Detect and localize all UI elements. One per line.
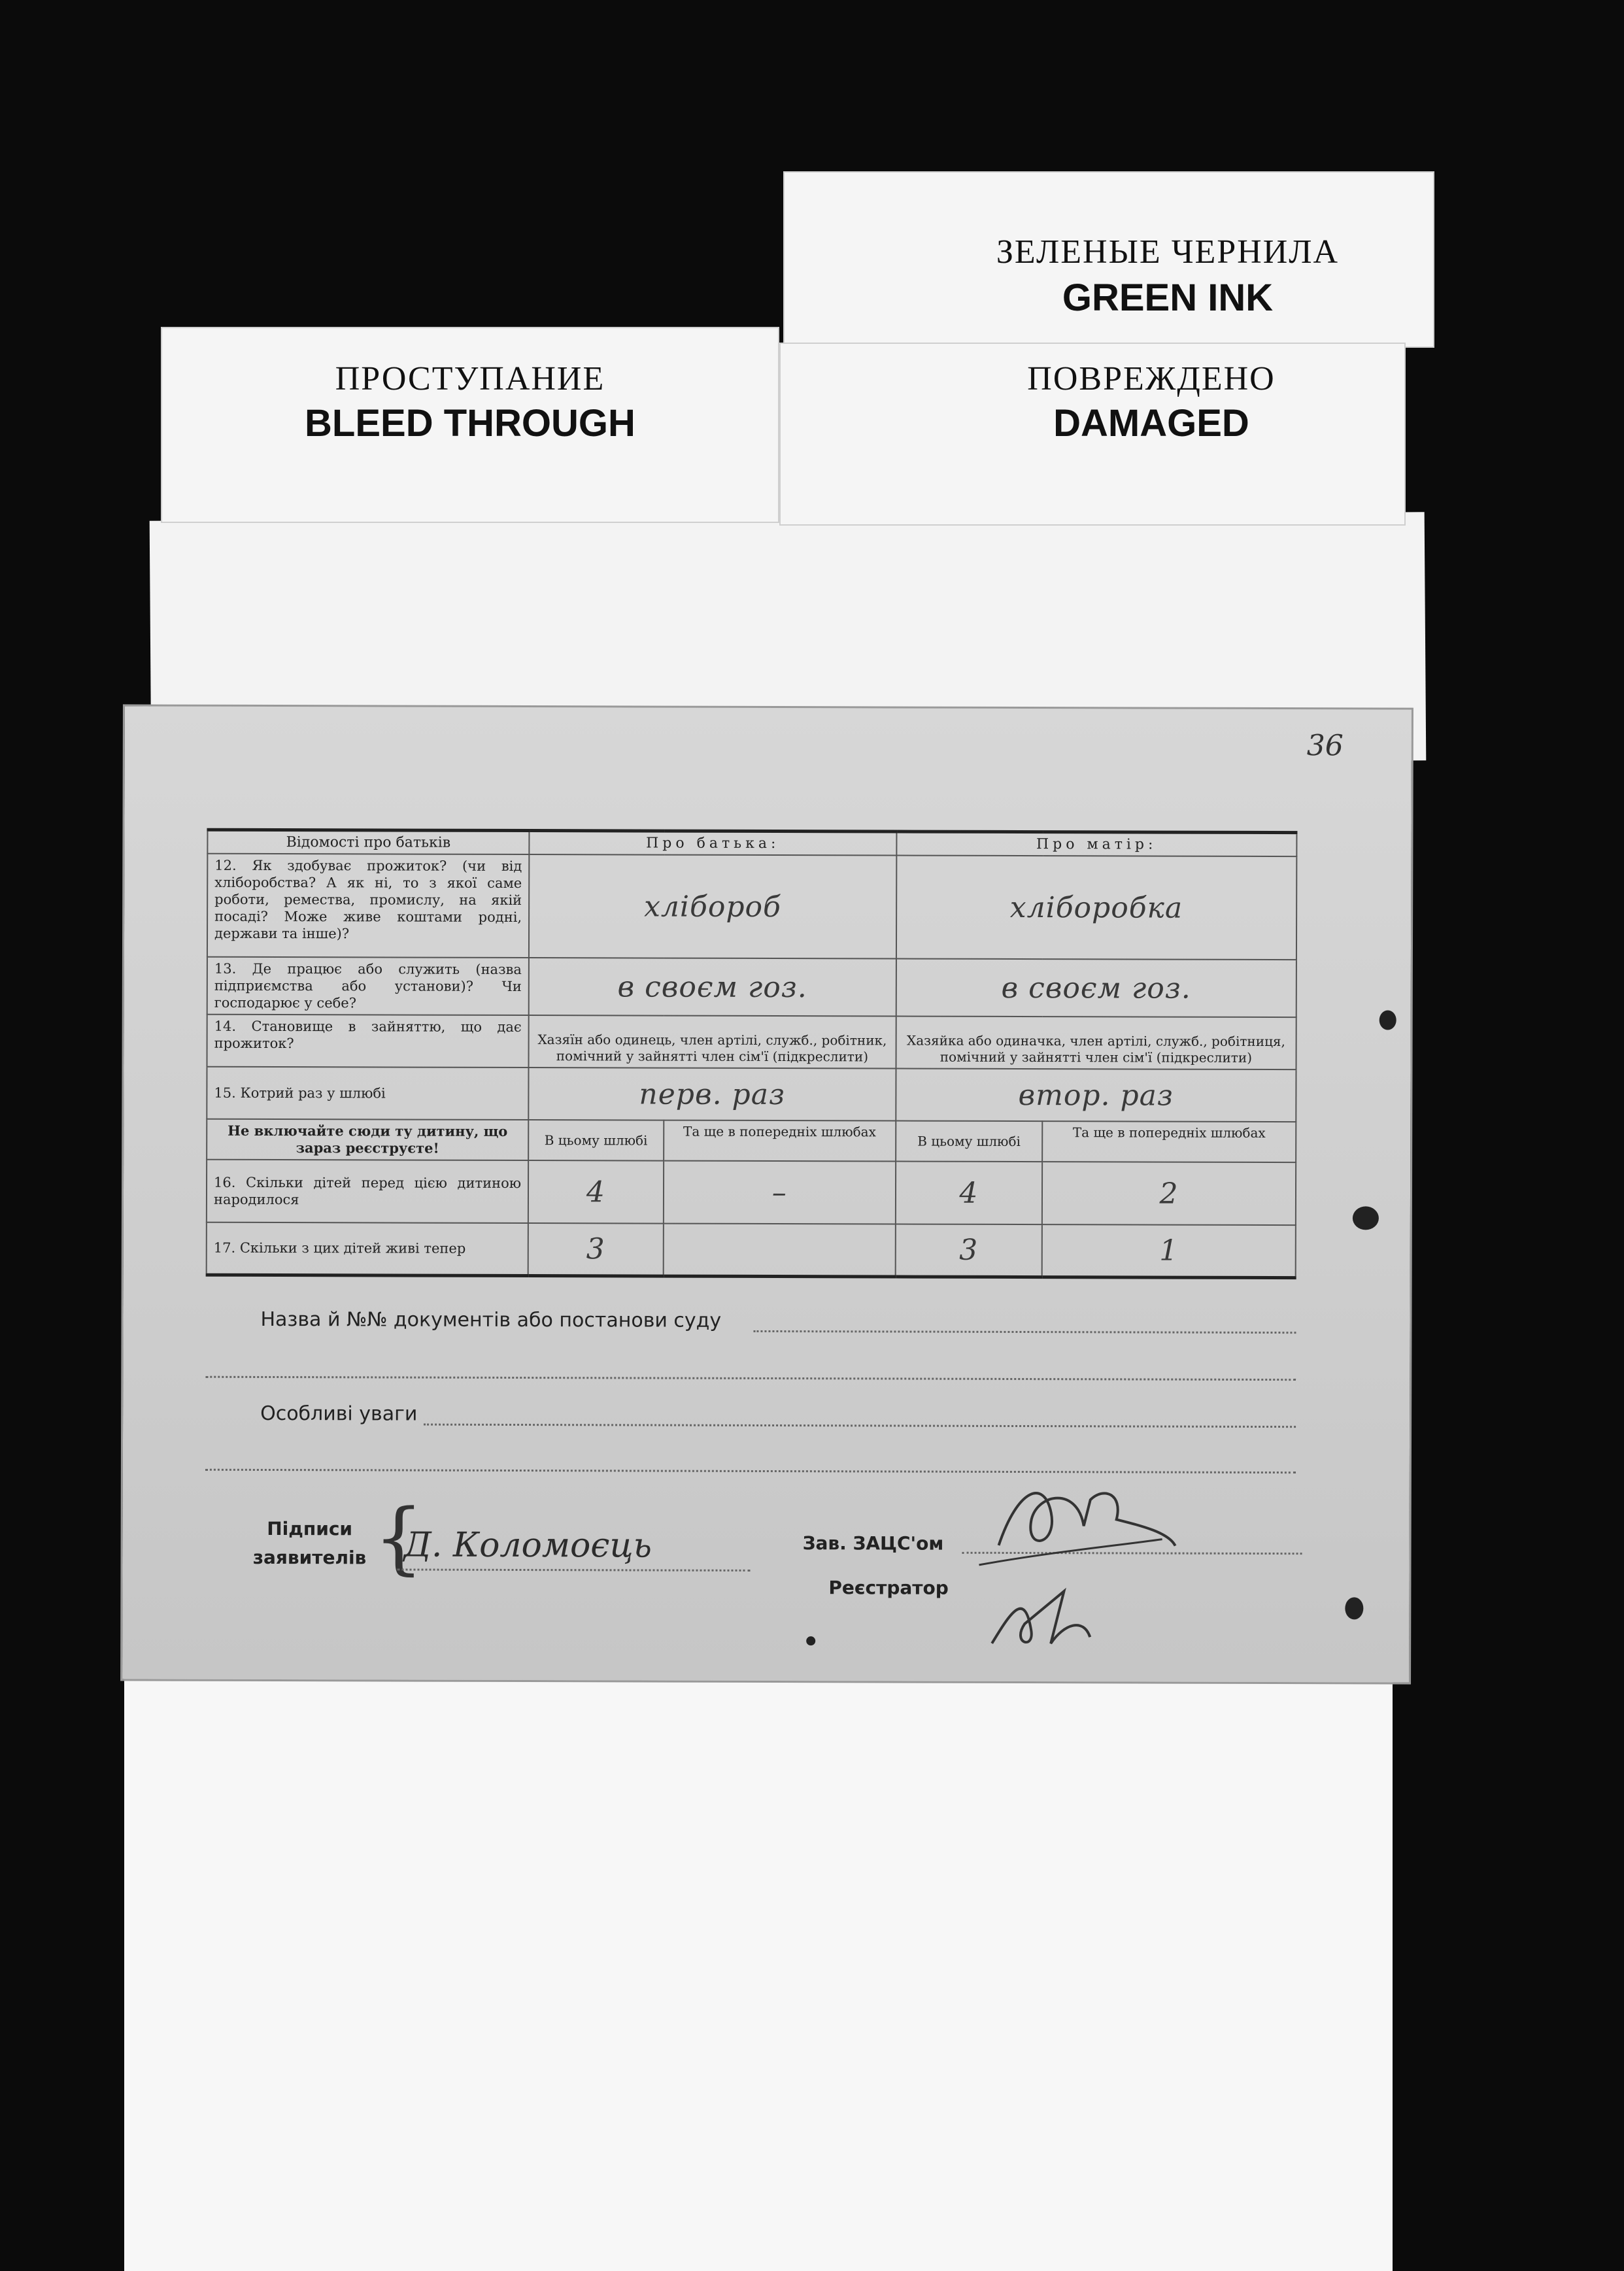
answer-17-mother-prev: 1 <box>1159 1234 1179 1268</box>
answer-12-mother: хліборобка <box>1009 890 1183 925</box>
mother-previous-header: Та ще в попередніх шлюбах <box>1042 1121 1296 1162</box>
green-ink-flag-en: GREEN INK <box>1062 277 1274 319</box>
question-12: 12. Як здобуває прожиток? (чи від хліборобства? А як ні, то з якої саме роботи, ремества, промислу, на якій посаді? Може живе коштами родні, держави та інше)? <box>207 854 529 958</box>
damaged-flag-en: DAMAGED <box>1053 402 1249 445</box>
notes-label: Особливі уваги <box>260 1402 418 1426</box>
registration-card <box>120 704 1413 1684</box>
damaged-flag-ru: ПОВРЕЖДЕНО <box>1027 360 1276 397</box>
applicant-signature: Д. Коломоєць <box>403 1525 652 1566</box>
header-mother: Про матір: <box>896 832 1296 856</box>
damage-hole <box>1353 1206 1379 1230</box>
documents-line <box>753 1330 1296 1334</box>
table-row <box>207 1160 1296 1225</box>
answer-16-mother-this: 4 <box>959 1176 979 1210</box>
answer-16-father-this: 4 <box>586 1175 605 1209</box>
backing-paper <box>124 1621 1393 2271</box>
mother-this-marriage-header: В цьому шлюбі <box>896 1121 1043 1162</box>
header-parents-info: Відомості про батьків <box>207 830 529 854</box>
archive-page-number: 36 <box>1306 729 1344 763</box>
damage-hole <box>1379 1010 1396 1030</box>
question-15: 15. Котрий раз у шлюбі <box>207 1067 528 1120</box>
table-row <box>207 1015 1296 1069</box>
signature-brace: { <box>373 1492 424 1584</box>
signatures-label-line-1: Підписи <box>267 1517 353 1540</box>
table-row <box>207 854 1296 960</box>
documents-label: Назва й №№ документів або постанови суду <box>260 1307 722 1332</box>
applicant-signature-line <box>397 1569 750 1572</box>
table-row <box>207 957 1296 1017</box>
father-previous-header: Та ще в попередніх шлюбах <box>664 1120 896 1162</box>
table-row <box>207 1067 1296 1122</box>
documents-line-2 <box>205 1376 1296 1381</box>
father-this-marriage-header: В цьому шлюбі <box>528 1120 664 1161</box>
head-of-registry-label: Зав. ЗАЦС'ом <box>802 1532 944 1555</box>
applicants-signatures-label <box>244 1515 375 1573</box>
answer-17-father-this: 3 <box>586 1232 605 1266</box>
bleed-through-flag <box>161 327 779 523</box>
answer-13-father: в своєм гоз. <box>617 969 807 1004</box>
answer-16-father-prev: – <box>771 1175 787 1209</box>
damage-hole <box>1345 1597 1363 1619</box>
children-header-row <box>207 1119 1296 1162</box>
children-note: Не включайте сюди ту дитину, що зараз реєструєте! <box>207 1119 528 1160</box>
head-signature <box>972 1473 1181 1572</box>
answer-17-mother-this: 3 <box>959 1233 979 1267</box>
parents-info-table <box>206 828 1298 1279</box>
answer-15-mother: втор. раз <box>1018 1078 1174 1113</box>
registrar-label: Реєстратор <box>828 1577 949 1599</box>
green-ink-flag-ru: ЗЕЛЕНЫЕ ЧЕРНИЛА <box>996 233 1340 271</box>
answer-13-mother: в своєм гоз. <box>1001 971 1191 1005</box>
answer-15-father: перв. раз <box>639 1077 786 1111</box>
question-16: 16. Скільки дітей перед цією дитиною народилося <box>207 1160 528 1223</box>
green-ink-flag <box>783 171 1434 348</box>
table-header-row <box>207 830 1296 856</box>
bleed-through-flag-ru: ПРОСТУПАНИЕ <box>335 360 605 397</box>
damage-hole <box>806 1636 815 1645</box>
header-father: Про батька: <box>529 831 896 856</box>
notes-line <box>424 1424 1296 1428</box>
question-14: 14. Становище в зайняттю, що дає прожиток? <box>207 1015 529 1068</box>
question-17: 17. Скільки з цих дітей живі тепер <box>207 1222 528 1275</box>
question-13: 13. Де працює або служить (назва підприємства або установи)? Чи господарює у себе? <box>207 957 529 1015</box>
notes-line-2 <box>205 1469 1296 1473</box>
registrar-signature <box>972 1572 1116 1657</box>
table-row <box>207 1222 1296 1277</box>
damaged-flag <box>779 343 1406 526</box>
answer-14-mother: Хазяйка або одиначка, член артілі, служб., робітниця, помічний у зайнятті член сім'ї (підкреслити) <box>896 1017 1296 1070</box>
answer-16-mother-prev: 2 <box>1159 1177 1179 1211</box>
signatures-label-line-2: заявителів <box>252 1546 367 1569</box>
answer-12-father: хлібороб <box>644 890 781 924</box>
bleed-through-flag-en: BLEED THROUGH <box>305 402 635 445</box>
answer-14-father: Хазяїн або одинець, член артілі, служб., робітник, помічний у зайнятті член сім'ї (підкреслити) <box>529 1015 896 1068</box>
